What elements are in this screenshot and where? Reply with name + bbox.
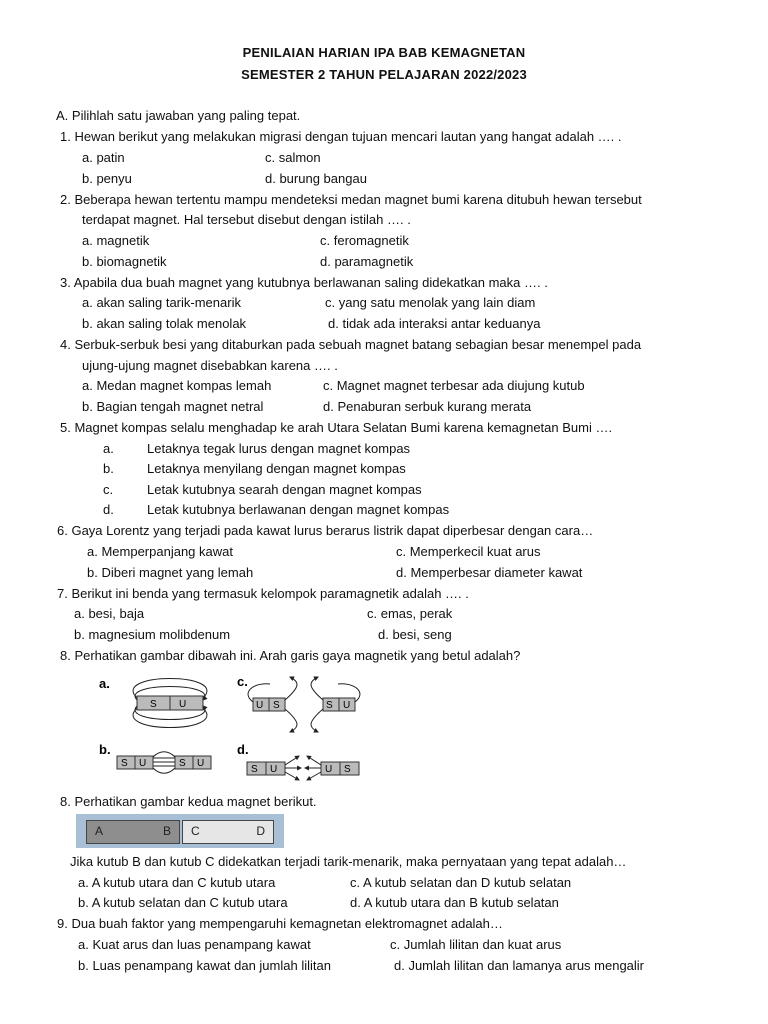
svg-text:S: S bbox=[344, 764, 351, 775]
q2-option-c: c. feromagnetik bbox=[320, 233, 409, 248]
q8-option-d: d. A kutub utara dan B kutub selatan bbox=[350, 895, 559, 910]
q4-option-b: b. Bagian tengah magnet netral bbox=[82, 399, 264, 414]
q5-label-c: c. bbox=[103, 482, 114, 497]
question-8-prompt: Jika kutub B dan kutub C didekatkan terjadi tarik-menarik, maka pernyataan yang tepat adalah… bbox=[70, 854, 627, 869]
q5-option-c: Letak kutubnya searah dengan magnet kompas bbox=[147, 482, 422, 497]
question-5: 5. Magnet kompas selalu menghadap ke arah Utara Selatan Bumi karena kemagnetan Bumi …. bbox=[60, 420, 613, 435]
svg-text:U: U bbox=[197, 758, 205, 769]
pole-c: C bbox=[191, 824, 200, 838]
pole-d: D bbox=[256, 824, 265, 838]
q5-option-d: Letak kutubnya berlawanan dengan magnet kompas bbox=[147, 502, 450, 517]
q9-option-d: d. Jumlah lilitan dan lamanya arus mengalir bbox=[394, 958, 645, 973]
pole-b: B bbox=[162, 824, 171, 838]
question-6: 6. Gaya Lorentz yang terjadi pada kawat lurus berarus listrik dapat diperbesar dengan cara… bbox=[57, 523, 594, 538]
q8-option-c: c. A kutub selatan dan D kutub selatan bbox=[350, 875, 572, 890]
svg-text:U: U bbox=[270, 764, 278, 775]
question-8-field-lines: 8. Perhatikan gambar dibawah ini. Arah garis gaya magnetik yang betul adalah? bbox=[60, 648, 521, 663]
q8-option-a: a. A kutub utara dan C kutub utara bbox=[78, 875, 276, 890]
svg-text:U: U bbox=[139, 758, 147, 769]
q4-option-a: a. Medan magnet kompas lemah bbox=[82, 378, 272, 393]
fig-label-d: d. bbox=[237, 742, 249, 757]
fig-a-magnet bbox=[133, 679, 207, 728]
q7-option-c: c. emas, perak bbox=[367, 606, 453, 621]
q4-option-d: d. Penaburan serbuk kurang merata bbox=[323, 399, 532, 414]
q1-option-a: a. patin bbox=[82, 150, 125, 165]
q2-option-a: a. magnetik bbox=[82, 233, 150, 248]
svg-text:S: S bbox=[150, 699, 157, 710]
q6-option-b: b. Diberi magnet yang lemah bbox=[87, 565, 254, 580]
svg-text:S: S bbox=[179, 758, 186, 769]
q1-option-d: d. burung bangau bbox=[265, 171, 367, 186]
q6-option-d: d. Memperbesar diameter kawat bbox=[396, 565, 583, 580]
svg-text:U: U bbox=[256, 700, 264, 711]
question-4: 4. Serbuk-serbuk besi yang ditaburkan pada sebuah magnet batang sebagian besar menempel pada bbox=[60, 337, 642, 352]
q5-option-a: Letaknya tegak lurus dengan magnet kompas bbox=[147, 441, 411, 456]
q1-option-c: c. salmon bbox=[265, 150, 321, 165]
svg-text:S: S bbox=[326, 700, 333, 711]
pole-a: A bbox=[95, 824, 104, 838]
svg-text:S: S bbox=[251, 764, 258, 775]
q5-label-b: b. bbox=[103, 461, 114, 476]
fig-c-magnets bbox=[248, 677, 360, 732]
q3-option-a: a. akan saling tarik-menarik bbox=[82, 295, 241, 310]
q9-option-c: c. Jumlah lilitan dan kuat arus bbox=[390, 937, 562, 952]
svg-text:U: U bbox=[325, 764, 333, 775]
svg-text:S: S bbox=[121, 758, 128, 769]
fig-d-magnets bbox=[247, 756, 359, 780]
question-1: 1. Hewan berikut yang melakukan migrasi dengan tujuan mencari lautan yang hangat adalah …. . bbox=[60, 129, 622, 144]
q4-option-c: c. Magnet magnet terbesar ada diujung kutub bbox=[323, 378, 585, 393]
q9-option-a: a. Kuat arus dan luas penampang kawat bbox=[78, 937, 311, 952]
question-4-cont: ujung-ujung magnet disebabkan karena …. . bbox=[82, 358, 338, 373]
question-2: 2. Beberapa hewan tertentu mampu mendeteksi medan magnet bumi karena ditubuh hewan tersebut bbox=[60, 192, 642, 207]
svg-text:S: S bbox=[273, 700, 280, 711]
exam-subtitle: SEMESTER 2 TAHUN PELAJARAN 2022/2023 bbox=[241, 67, 527, 82]
two-magnets-figure bbox=[76, 814, 284, 848]
question-9: 9. Dua buah faktor yang mempengaruhi kemagnetan elektromagnet adalah… bbox=[57, 916, 503, 931]
fig-label-b: b. bbox=[99, 742, 111, 757]
q5-label-a: a. bbox=[103, 441, 114, 456]
q7-option-a: a. besi, baja bbox=[74, 606, 145, 621]
q7-option-d: d. besi, seng bbox=[378, 627, 452, 642]
q9-option-b: b. Luas penampang kawat dan jumlah lilitan bbox=[78, 958, 331, 973]
magnet-ab bbox=[86, 820, 180, 844]
question-7: 7. Berikut ini benda yang termasuk kelompok paramagnetik adalah …. . bbox=[57, 586, 469, 601]
question-2-cont: terdapat magnet. Hal tersebut disebut dengan istilah …. . bbox=[82, 212, 411, 227]
fig-label-c: c. bbox=[237, 674, 248, 689]
fig-label-a: a. bbox=[99, 676, 110, 691]
q1-option-b: b. penyu bbox=[82, 171, 132, 186]
svg-text:U: U bbox=[179, 699, 187, 710]
question-3: 3. Apabila dua buah magnet yang kutubnya berlawanan saling didekatkan maka …. . bbox=[60, 275, 548, 290]
q2-option-d: d. paramagnetik bbox=[320, 254, 414, 269]
q2-option-b: b. biomagnetik bbox=[82, 254, 167, 269]
q5-label-d: d. bbox=[103, 502, 114, 517]
exam-title: PENILAIAN HARIAN IPA BAB KEMAGNETAN bbox=[242, 45, 526, 60]
section-instruction: A. Pilihlah satu jawaban yang paling tepat. bbox=[56, 108, 301, 123]
q6-option-a: a. Memperpanjang kawat bbox=[87, 544, 233, 559]
q3-option-b: b. akan saling tolak menolak bbox=[82, 316, 247, 331]
field-lines-figure bbox=[95, 672, 375, 782]
question-8-two-magnets: 8. Perhatikan gambar kedua magnet berikut. bbox=[60, 794, 317, 809]
svg-text:U: U bbox=[343, 700, 351, 711]
magnet-cd bbox=[182, 820, 274, 844]
fig-b-magnets bbox=[117, 752, 211, 774]
q8-option-b: b. A kutub selatan dan C kutub utara bbox=[78, 895, 288, 910]
q7-option-b: b. magnesium molibdenum bbox=[74, 627, 231, 642]
q3-option-c: c. yang satu menolak yang lain diam bbox=[325, 295, 536, 310]
q6-option-c: c. Memperkecil kuat arus bbox=[396, 544, 541, 559]
q3-option-d: d. tidak ada interaksi antar keduanya bbox=[328, 316, 541, 331]
q5-option-b: Letaknya menyilang dengan magnet kompas bbox=[147, 461, 406, 476]
